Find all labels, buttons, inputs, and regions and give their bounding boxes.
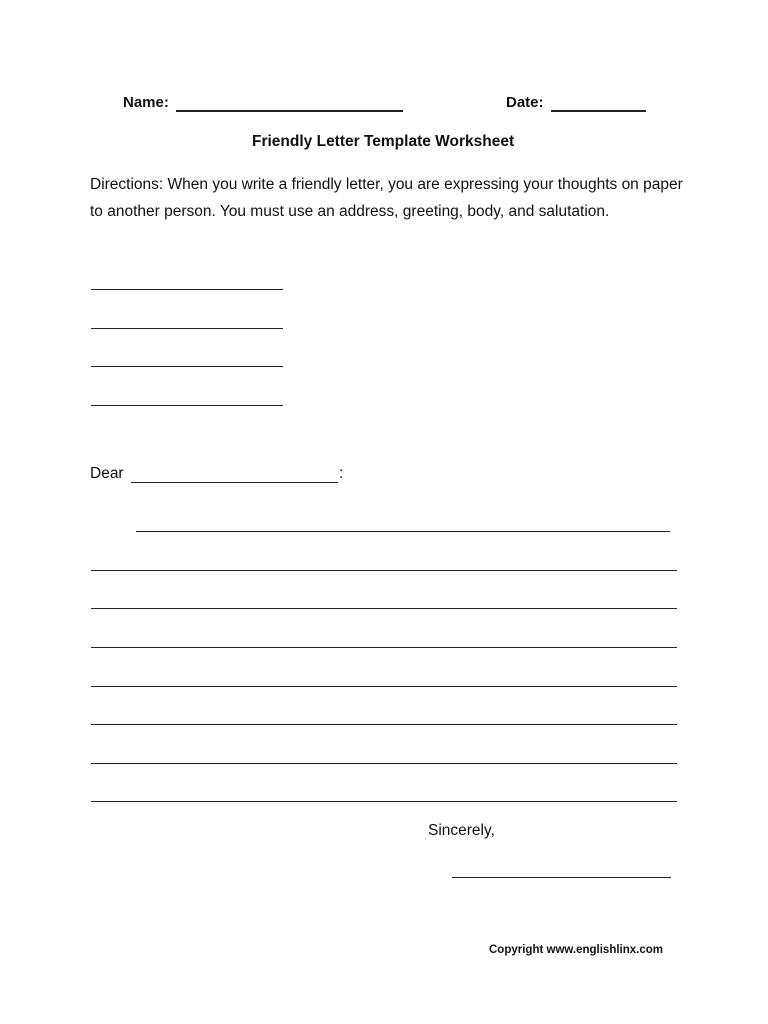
- name-field-line[interactable]: [176, 110, 403, 112]
- address-line[interactable]: [91, 366, 283, 367]
- name-label: Name:: [123, 94, 169, 111]
- date-label: Date:: [506, 94, 544, 111]
- body-line[interactable]: [91, 647, 677, 648]
- closing-label: Sincerely,: [428, 822, 495, 839]
- copyright-notice: Copyright www.englishlinx.com: [489, 944, 664, 956]
- body-line-indented[interactable]: [136, 531, 670, 532]
- directions-text: Directions: When you write a friendly letter, you are expressing your thoughts on paper to another person. You must use an address, greeting, body, and salutation.: [90, 176, 683, 220]
- address-line[interactable]: [91, 405, 283, 406]
- body-line[interactable]: [91, 608, 677, 609]
- signature-line[interactable]: [452, 877, 671, 878]
- body-line[interactable]: [91, 724, 677, 725]
- address-line[interactable]: [91, 289, 283, 290]
- body-line[interactable]: [91, 686, 677, 687]
- greeting-name-line[interactable]: [131, 482, 338, 483]
- body-line[interactable]: [91, 801, 677, 802]
- worksheet-title: Friendly Letter Template Worksheet: [252, 133, 515, 150]
- greeting-label: Dear: [90, 465, 124, 482]
- body-line[interactable]: [91, 763, 677, 764]
- date-field-line[interactable]: [551, 110, 646, 112]
- greeting-colon: :: [339, 465, 344, 482]
- body-line[interactable]: [91, 570, 677, 571]
- address-line[interactable]: [91, 328, 283, 329]
